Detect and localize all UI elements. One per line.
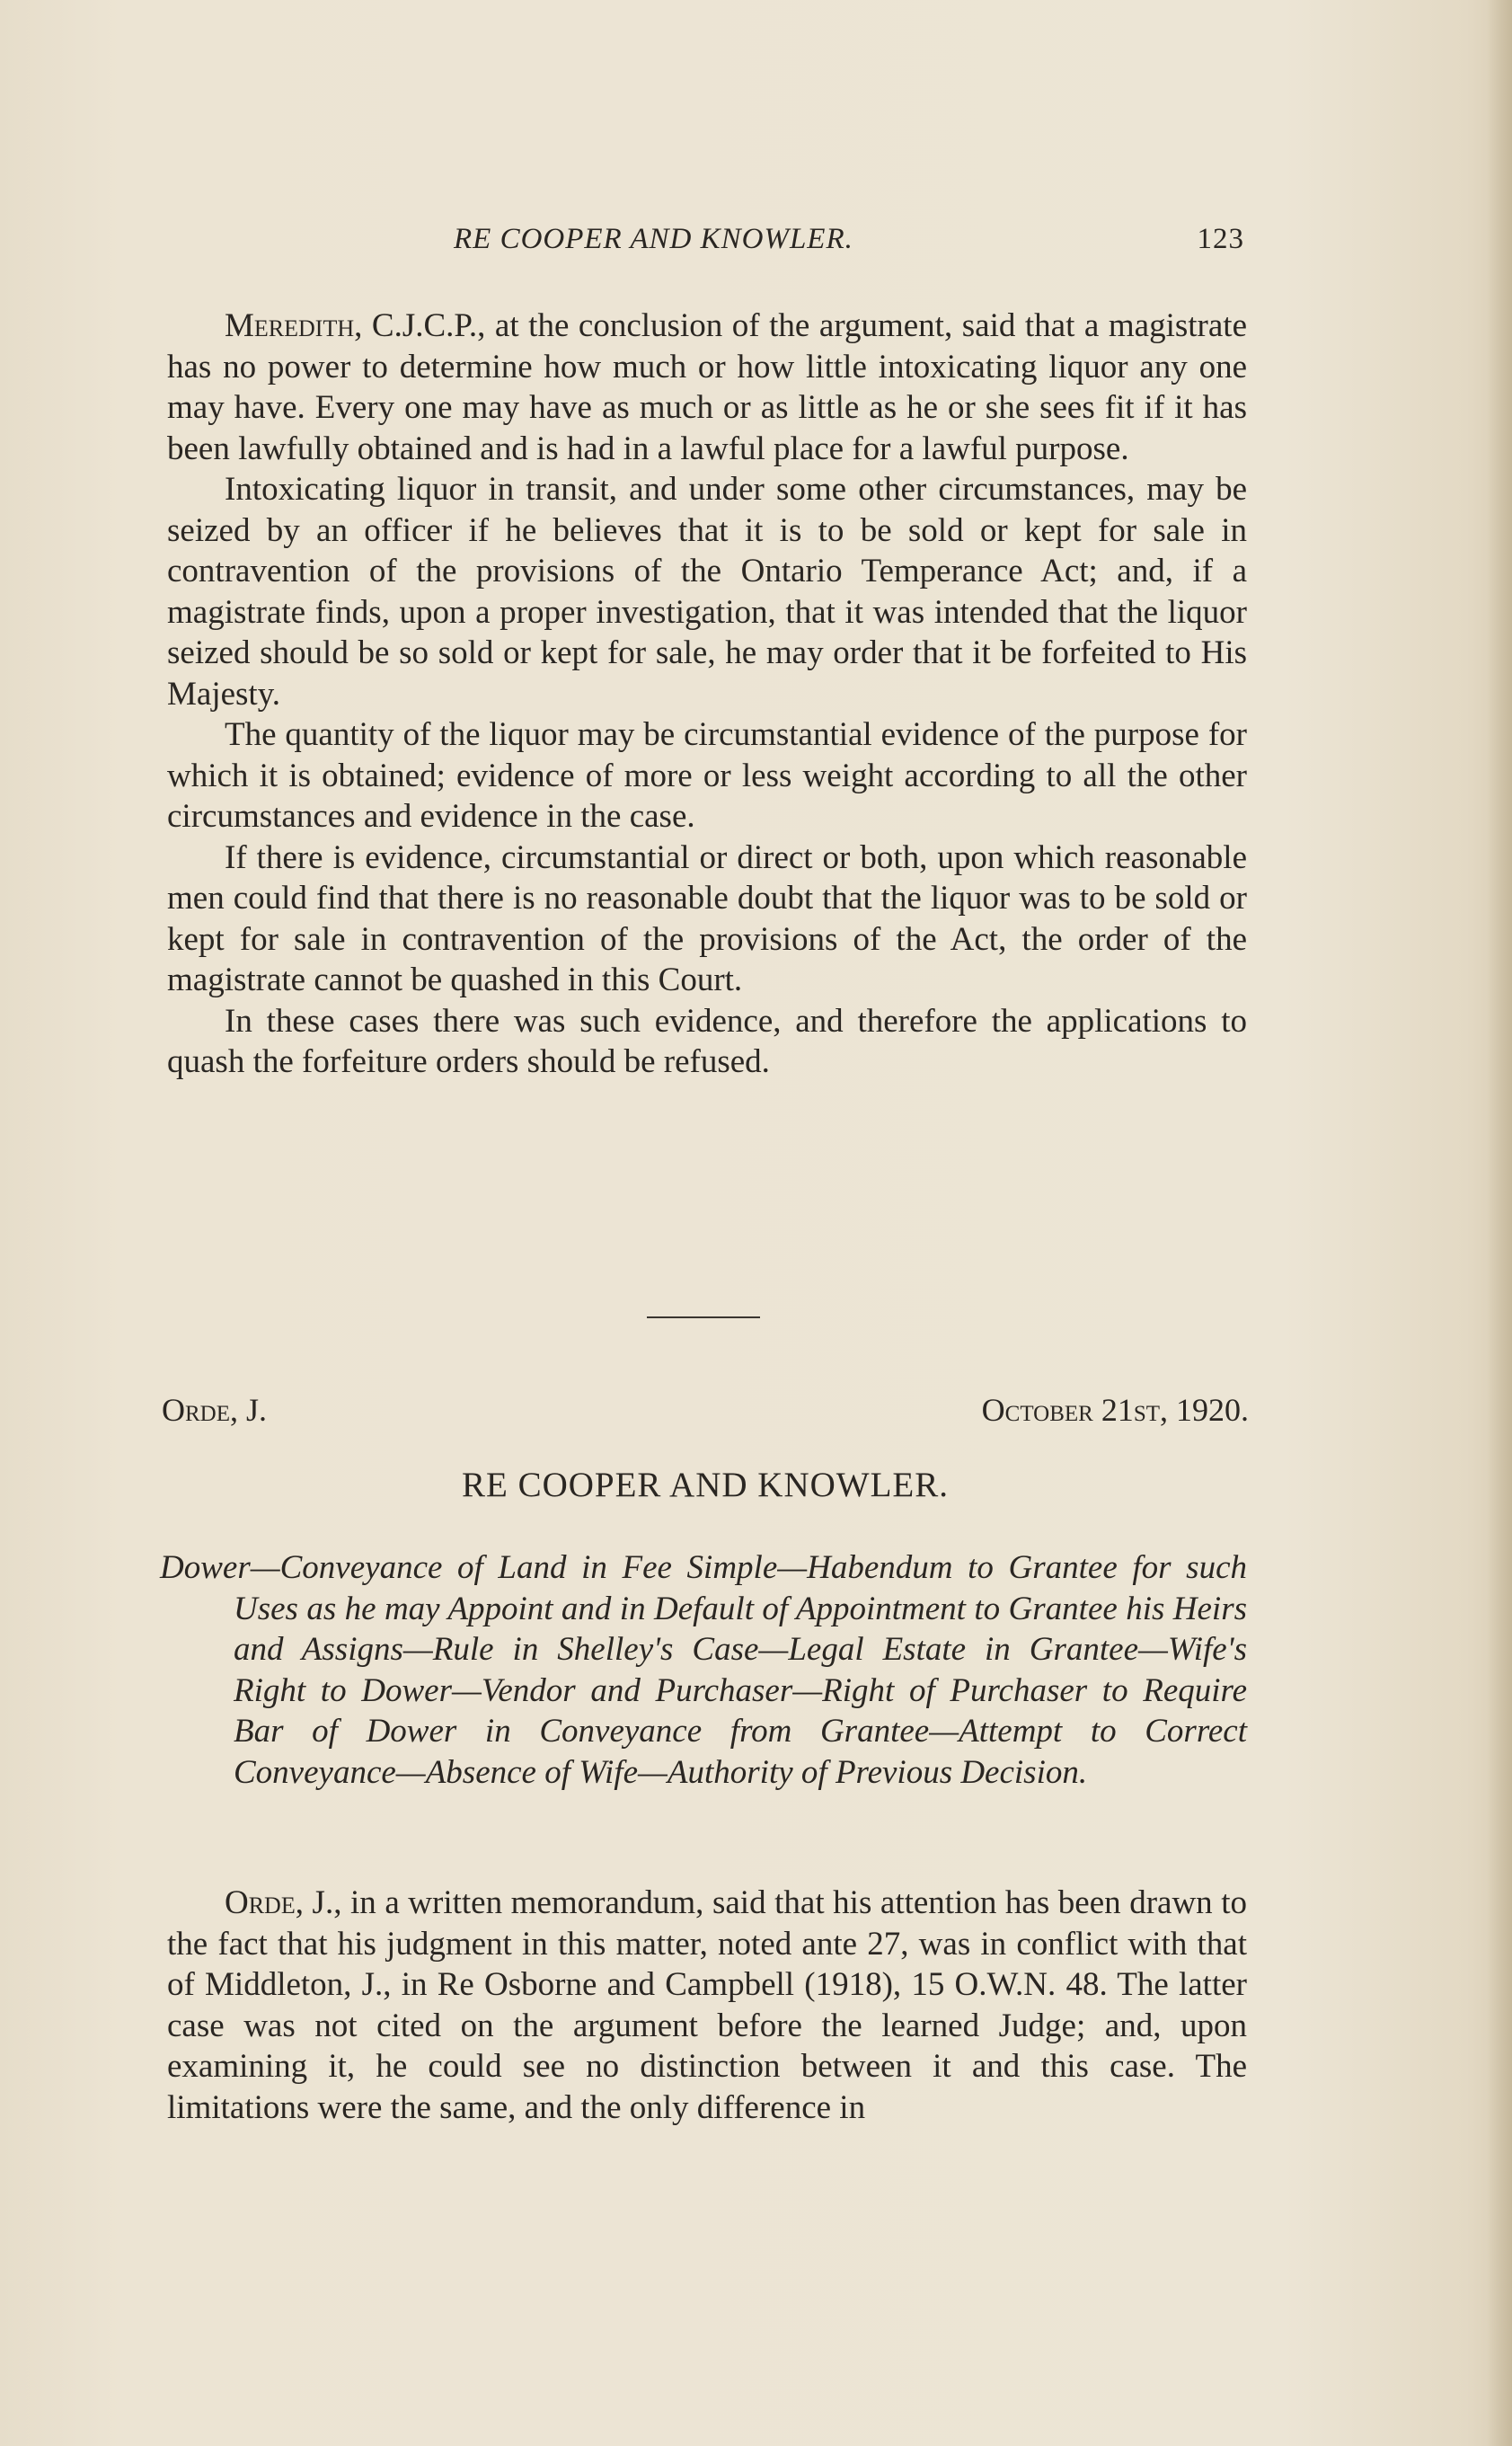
paragraph: If there is evidence, circumstantial or direct or both, upon which reasonable men could find that there is no reasonable doubt that the liquor was to be sold or kept for sale in contravention of the provisions of the Act, the order of the magistrate cannot be quashed in this Court.	[167, 838, 1247, 998]
case-date: October 21st, 1920.	[981, 1392, 1249, 1428]
paragraph: In these cases there was such evidence, and therefore the applications to quash the forfeiture orders should be refused.	[167, 1002, 1247, 1080]
running-title: RE COOPER AND KNOWLER.	[454, 223, 853, 255]
judgment-orde	[167, 1883, 1247, 2128]
paragraph	[167, 1883, 1247, 2128]
headnote: Dower—Conveyance of Land in Fee Simple—Habendum to Grantee for such Uses as he may Appoint and in Default of Appointment to Grantee his Heirs and Assigns—Rule in Shelley's Case—Legal Estate in Grantee—Wife's Right to Dower—Vendor and Purchaser—Right of Purchaser to Require Bar of Dower in Conveyance from Grantee—Attempt to Correct Conveyance—Absence of Wife—Authority of Previous Decision.	[160, 1549, 1247, 1791]
case-line	[162, 1391, 1249, 1434]
paragraph: Intoxicating liquor in transit, and under some other circumstances, may be seized by an officer if he believes that it is to be sold or kept for sale in contravention of the provisions of the Ontario Temperance Act; and, if a magistrate finds, upon a proper investigation, that it was intended that the liquor seized should be so sold or kept for sale, he may order that it be forfeited to His Majesty.	[167, 471, 1247, 713]
page-number: 123	[1197, 223, 1244, 255]
page-edge-shadow	[1487, 0, 1512, 2446]
judge-name: Orde	[225, 1884, 296, 1921]
judge-name: Meredith	[225, 307, 355, 344]
paragraph	[167, 306, 1247, 469]
section-divider	[647, 1316, 760, 1318]
paragraph: The quantity of the liquor may be circumstantial evidence of the purpose for which it is obtained; evidence of more or less weight according to all the other circumstances and evidence in the case.	[167, 716, 1247, 835]
paragraph-text: , C.J.C.P., at the conclusion of the argument, said that a magistrate has no power to determine how much or how little intoxicating liquor any one may have. Every one may have as much or as little as he or she sees fit if it has been lawfully obtained and is had in a lawful place for a lawful purpose.	[167, 307, 1247, 467]
case-title: RE COOPER AND KNOWLER.	[461, 1466, 949, 1504]
page-header	[454, 223, 1244, 262]
judgment-meredith	[167, 306, 1247, 1083]
paragraph-text: , J., in a written memorandum, said that his attention has been drawn to the fact that his judgment in this matter, noted ante 27, was in conflict with that of Middleton, J., in Re Osborne and Campbell (1918), 15 O.W.N. 48. The latter case was not cited on the argument before the learned Judge; and, upon examining it, he could see no distinction between it and this case. The limitations were the same, and the only difference in	[167, 1884, 1247, 2126]
case-judge: Orde, J.	[162, 1392, 268, 1428]
